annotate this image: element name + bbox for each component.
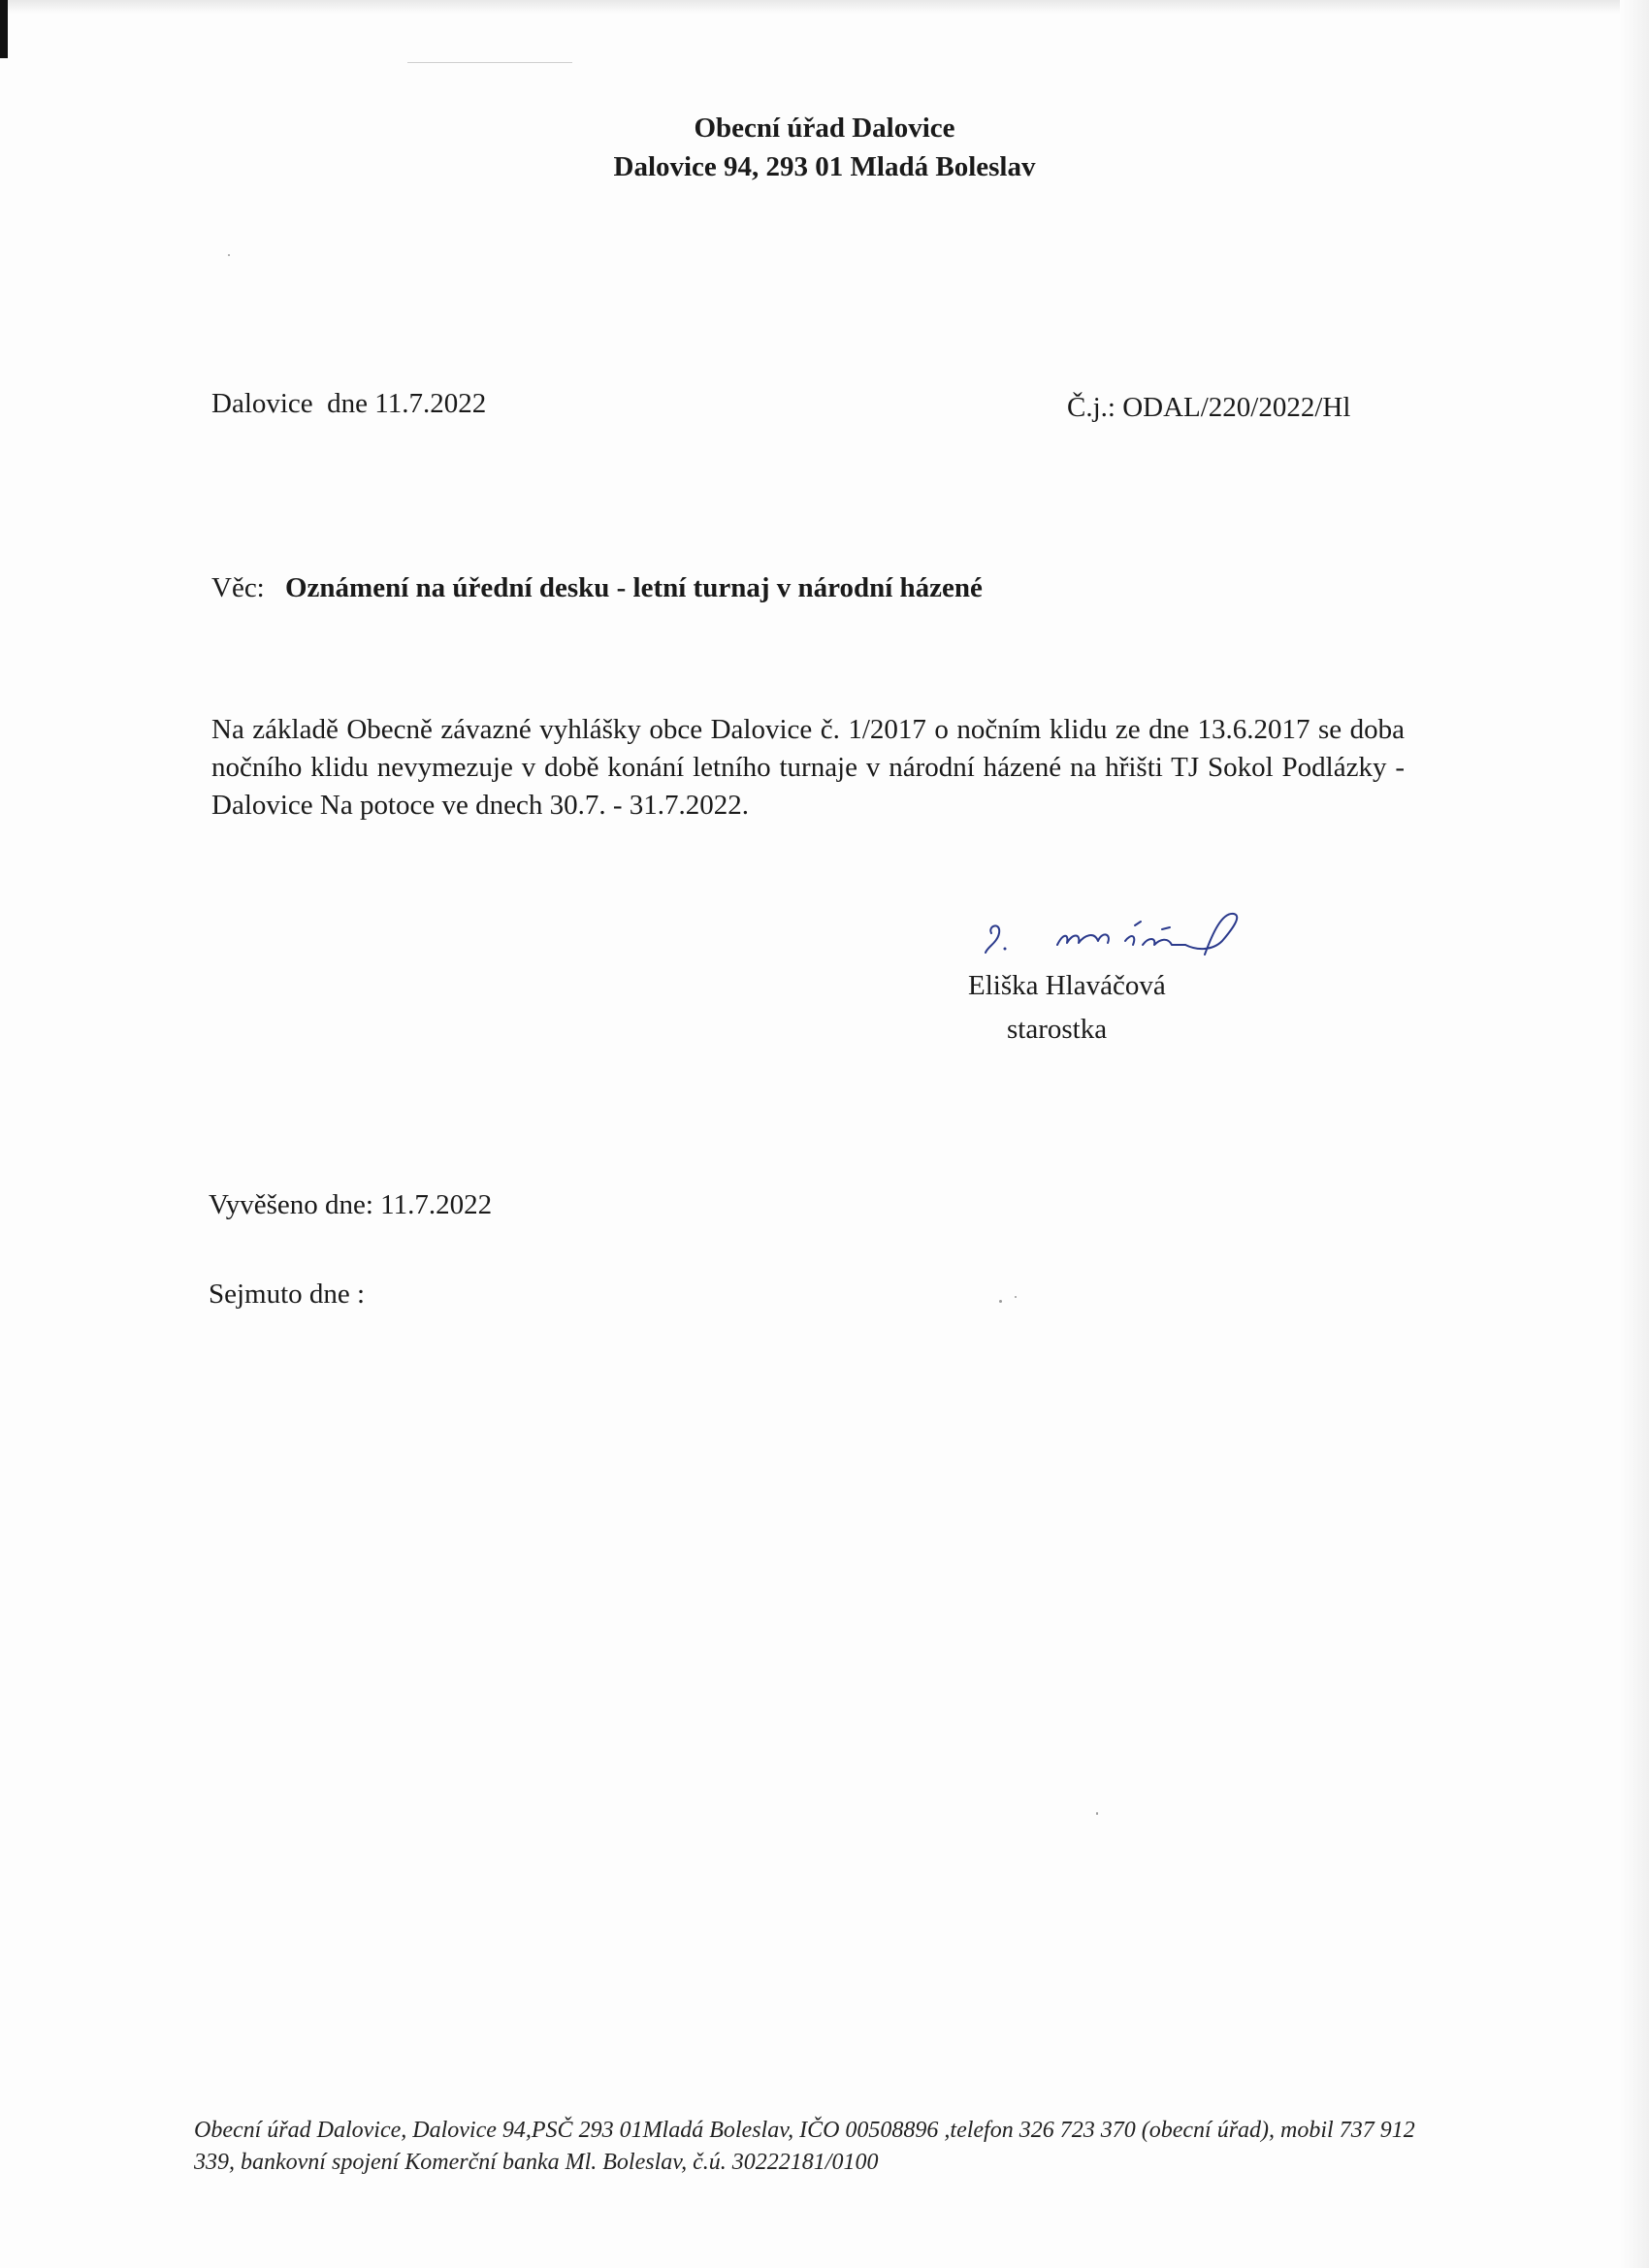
- signer-role: starostka: [1007, 1014, 1108, 1045]
- office-address: Dalovice 94, 293 01 Mladá Boleslav: [613, 151, 1036, 182]
- removed-date: Sejmuto dne :: [209, 1279, 366, 1310]
- scan-speck: [1096, 1812, 1098, 1815]
- handwritten-signature: [980, 912, 1261, 965]
- scan-edge-right: [1620, 0, 1649, 2268]
- body-paragraph: Na základě Obecně závazné vyhlášky obce Dalovice č. 1/2017 o nočním klidu ze dne 13.6.2017 se doba nočního klidu nevymezuje v době konání letního turnaje v národní házené na hřišti TJ Sokol Podlázky - Dalovice Na potoce ve dnech 30.7. - 31.7.2022.: [211, 714, 1405, 821]
- scan-speck: [999, 1300, 1002, 1303]
- posted-date: Vyvěšeno dne: 11.7.2022: [209, 1189, 493, 1220]
- scan-speck: [1015, 1296, 1017, 1298]
- letterhead: [0, 109, 1649, 186]
- footer-contact: Obecní úřad Dalovice, Dalovice 94,PSČ 293 01Mladá Boleslav, IČO 00508896 ,telefon 326 723 370 (obecní úřad), mobil 737 912 339, bankovní spojení Komerční banka Ml. Boleslav, č.ú. 30222181/0100: [194, 2118, 1415, 2175]
- scan-edge-left: [0, 0, 8, 58]
- scan-speck: [228, 254, 230, 256]
- signer-name: Eliška Hlaváčová: [968, 970, 1166, 1001]
- scan-edge-top: [0, 0, 1649, 14]
- document-date: Dalovice dne 11.7.2022: [211, 388, 487, 419]
- office-name: Obecní úřad Dalovice: [694, 113, 955, 144]
- subject-line: [211, 572, 983, 604]
- reference-number: Č.j.: ODAL/220/2022/Hl: [1067, 392, 1351, 423]
- subject-text: Oznámení na úřední desku - letní turnaj v národní házené: [285, 572, 983, 603]
- scan-artifact-line: [407, 62, 572, 63]
- subject-label: Věc:: [211, 572, 265, 603]
